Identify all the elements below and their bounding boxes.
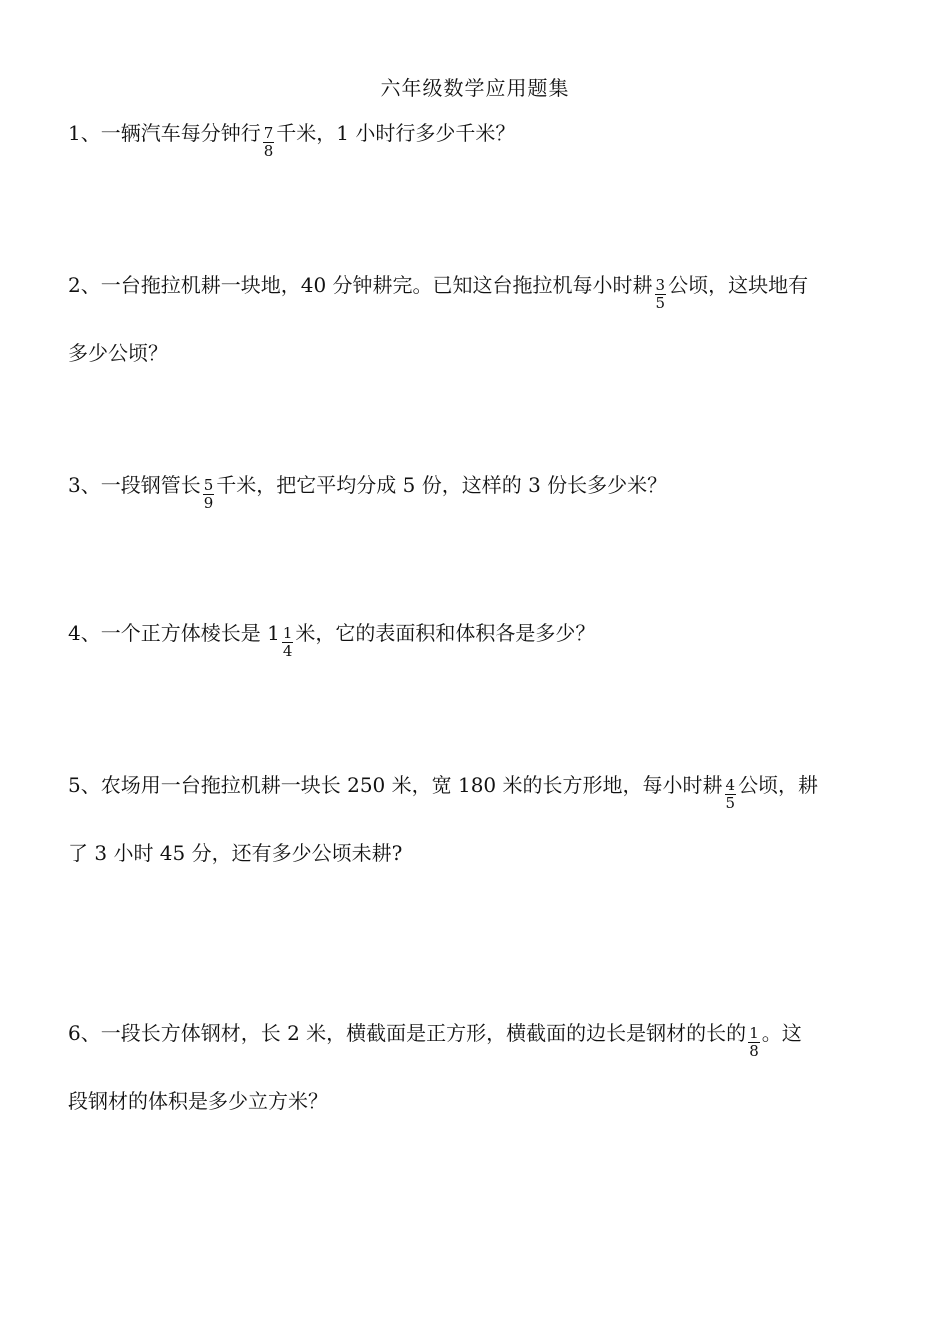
problem-2 — [68, 270, 888, 368]
problem-line — [68, 118, 888, 160]
problem-line — [68, 270, 888, 312]
fraction-denominator: 8 — [749, 1042, 759, 1060]
problem-number: 3、 — [68, 473, 101, 497]
problem-number: 4、 — [68, 621, 101, 645]
problem-text-before: 农场用一台拖拉机耕一块长 250 米，宽 180 米的长方形地，每小时耕 — [100, 773, 723, 797]
problem-number: 1、 — [68, 121, 101, 145]
problem-line — [68, 470, 888, 512]
problem-text-after: 米，它的表面积和体积各是多少？ — [295, 621, 596, 645]
problem-line — [68, 1018, 888, 1060]
problem-text-after: 千米，1 小时行多少千米？ — [276, 121, 516, 145]
fraction — [748, 1025, 760, 1060]
problem-line-2: 了 3 小时 45 分，还有多少公顷未耕? — [68, 841, 403, 865]
problem-number: 6、 — [68, 1021, 101, 1045]
problem-text-after: 千米，把它平均分成 5 份，这样的 3 份长多少米？ — [216, 473, 668, 497]
problem-text-after: 公顷，耕 — [738, 773, 819, 797]
problem-3 — [68, 470, 888, 512]
fraction-denominator: 8 — [263, 142, 274, 160]
fraction — [203, 477, 215, 512]
problem-1 — [68, 118, 888, 160]
problem-line-2: 多少公顷？ — [68, 341, 168, 365]
problem-text-after: 。这 — [761, 1021, 802, 1045]
problem-line — [68, 618, 888, 660]
problem-text-before: 一台拖拉机耕一块地，40 分钟耕完。已知这台拖拉机每小时耕 — [100, 273, 653, 297]
problem-4 — [68, 618, 888, 660]
problem-number: 5、 — [68, 773, 101, 797]
fraction-numerator: 7 — [263, 124, 274, 142]
fraction — [282, 625, 294, 660]
fraction — [655, 277, 667, 312]
fraction-denominator: 5 — [725, 794, 736, 812]
fraction-denominator: 4 — [282, 642, 293, 660]
problem-text-after: 公顷，这块地有 — [668, 273, 809, 297]
problem-number: 2、 — [68, 273, 101, 297]
problem-line-2: 段钢材的体积是多少立方米？ — [68, 1089, 328, 1113]
fraction-denominator: 5 — [655, 294, 666, 312]
problem-5 — [68, 770, 888, 868]
fraction-numerator: 4 — [725, 776, 736, 794]
fraction — [725, 777, 737, 812]
problem-text-before: 一段钢管长 — [100, 473, 201, 497]
fraction — [263, 125, 275, 160]
problem-text-before: 一个正方体棱长是 1 — [100, 621, 280, 645]
problem-text-before: 一辆汽车每分钟行 — [100, 121, 261, 145]
fraction-numerator: 5 — [203, 476, 214, 494]
fraction-denominator: 9 — [203, 494, 214, 512]
problem-6 — [68, 1018, 888, 1116]
fraction-numerator: 1 — [749, 1024, 759, 1042]
page-title: 六年级数学应用题集 — [380, 76, 570, 100]
problem-line — [68, 770, 888, 812]
fraction-numerator: 1 — [282, 624, 293, 642]
fraction-numerator: 3 — [655, 276, 666, 294]
problem-text-before: 一段长方体钢材，长 2 米，横截面是正方形，横截面的边长是钢材的长的 — [100, 1021, 747, 1045]
